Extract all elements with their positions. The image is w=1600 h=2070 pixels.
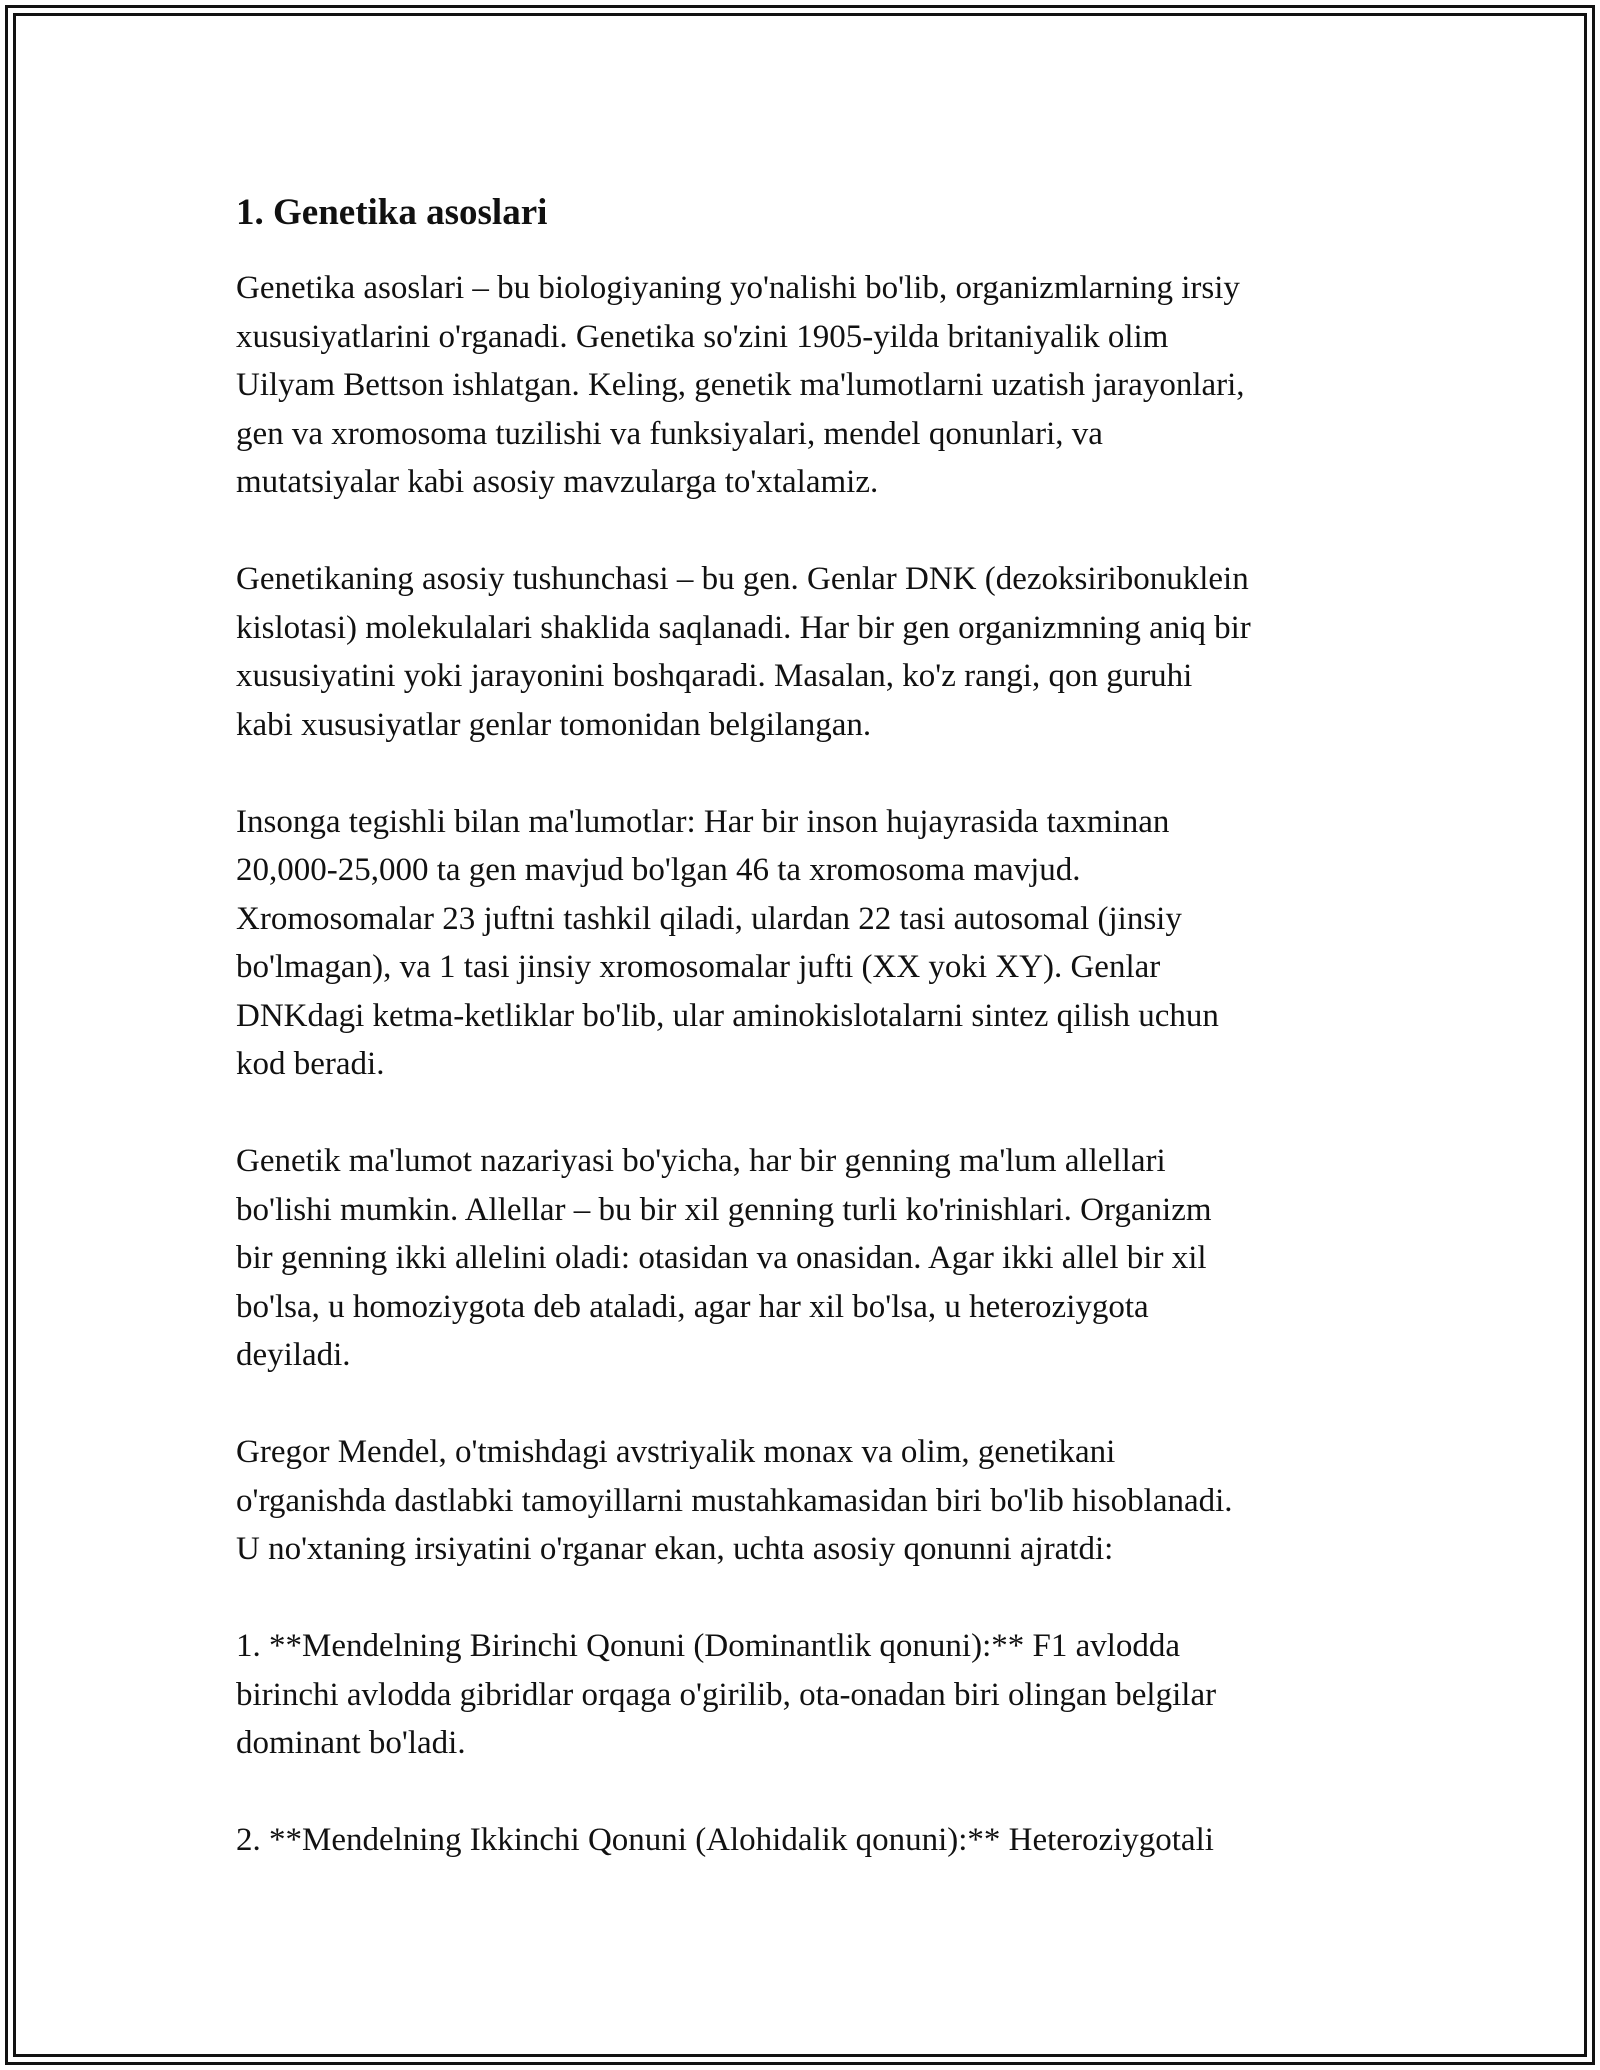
text-line: 1. **Mendelning Birinchi Qonuni (Dominantlik qonuni):** F1 avlodda — [236, 1628, 1181, 1664]
document-page — [236, 188, 1366, 1913]
text-line: bo'lishi mumkin. Allellar – bu bir xil genning turli ko'rinishlari. Organizm — [236, 1191, 1212, 1228]
text-line: xususiyatini yoki jarayonini boshqaradi. Masalan, ko'z rangi, qon guruhi — [236, 658, 1193, 694]
text-line: DNKdagi ketma-ketliklar bo'lib, ular aminokislotalarni sintez qilish uchun — [236, 997, 1219, 1034]
text-line: Genetika asoslari – bu biologiyaning yo'nalishi bo'lib, organizmlarning irsiy — [236, 270, 1240, 306]
paragraph-inson — [236, 798, 1366, 1089]
text-line: bir genning ikki allelini oladi: otasidan va onasidan. Agar ikki allel bir xil — [236, 1240, 1207, 1276]
text-line: birinchi avlodda gibridlar orqaga o'girilib, ota-onadan biri olingan belgilar — [236, 1676, 1217, 1713]
text-line: kislotasi) molekulalari shaklida saqlanadi. Har bir gen organizmning aniq bir — [236, 609, 1251, 646]
text-line: Genetikaning asosiy tushunchasi – bu gen. Genlar DNK (dezoksiribonuklein — [236, 561, 1249, 597]
text-line: xususiyatlarini o'rganadi. Genetika so'zini 1905-yilda britaniyalik olim — [236, 318, 1169, 355]
paragraph-gen — [236, 555, 1366, 749]
text-line: 2. **Mendelning Ikkinchi Qonuni (Alohidalik qonuni):** Heteroziygotali — [236, 1822, 1214, 1858]
text-line: Xromosomalar 23 juftni tashkil qiladi, ulardan 22 tasi autosomal (jinsiy — [236, 900, 1182, 937]
list-item-second-law — [236, 1816, 1366, 1865]
text-line: mutatsiyalar kabi asosiy mavzularga to'xtalamiz. — [236, 464, 879, 500]
text-line: bo'lmagan), va 1 tasi jinsiy xromosomalar jufti (XX yoki XY). Genlar — [236, 949, 1161, 985]
text-line: Gregor Mendel, o'tmishdagi avstriyalik monax va olim, genetikani — [236, 1434, 1116, 1470]
list-item-first-law — [236, 1622, 1366, 1768]
text-line: kod beradi. — [236, 1046, 385, 1082]
text-line: U no'xtaning irsiyatini o'rganar ekan, uchta asosiy qonunni ajratdi: — [236, 1531, 1114, 1567]
text-line: gen va xromosoma tuzilishi va funksiyalari, mendel qonunlari, va — [236, 415, 1103, 452]
paragraph-allellar — [236, 1137, 1366, 1380]
text-line: bo'lsa, u homoziygota deb ataladi, agar har xil bo'lsa, u heteroziygota — [236, 1288, 1149, 1325]
paragraph-mendel — [236, 1428, 1366, 1574]
text-line: Insonga tegishli bilan ma'lumotlar: Har bir inson hujayrasida taxminan — [236, 803, 1170, 840]
document-title: 1. Genetika asoslari — [236, 192, 548, 233]
text-line: kabi xususiyatlar genlar tomonidan belgilangan. — [236, 706, 872, 743]
paragraph-intro — [236, 264, 1366, 507]
text-line: 20,000-25,000 ta gen mavjud bo'lgan 46 ta xromosoma mavjud. — [236, 852, 1081, 888]
text-line: dominant bo'ladi. — [236, 1725, 466, 1761]
text-line: Uilyam Bettson ishlatgan. Keling, genetik ma'lumotlarni uzatish jarayonlari, — [236, 367, 1245, 403]
text-line: Genetik ma'lumot nazariyasi bo'yicha, har bir genning ma'lum allellari — [236, 1143, 1166, 1179]
text-line: deyiladi. — [236, 1337, 351, 1373]
text-line: o'rganishda dastlabki tamoyillarni mustahkamasidan biri bo'lib hisoblanadi. — [236, 1482, 1233, 1519]
